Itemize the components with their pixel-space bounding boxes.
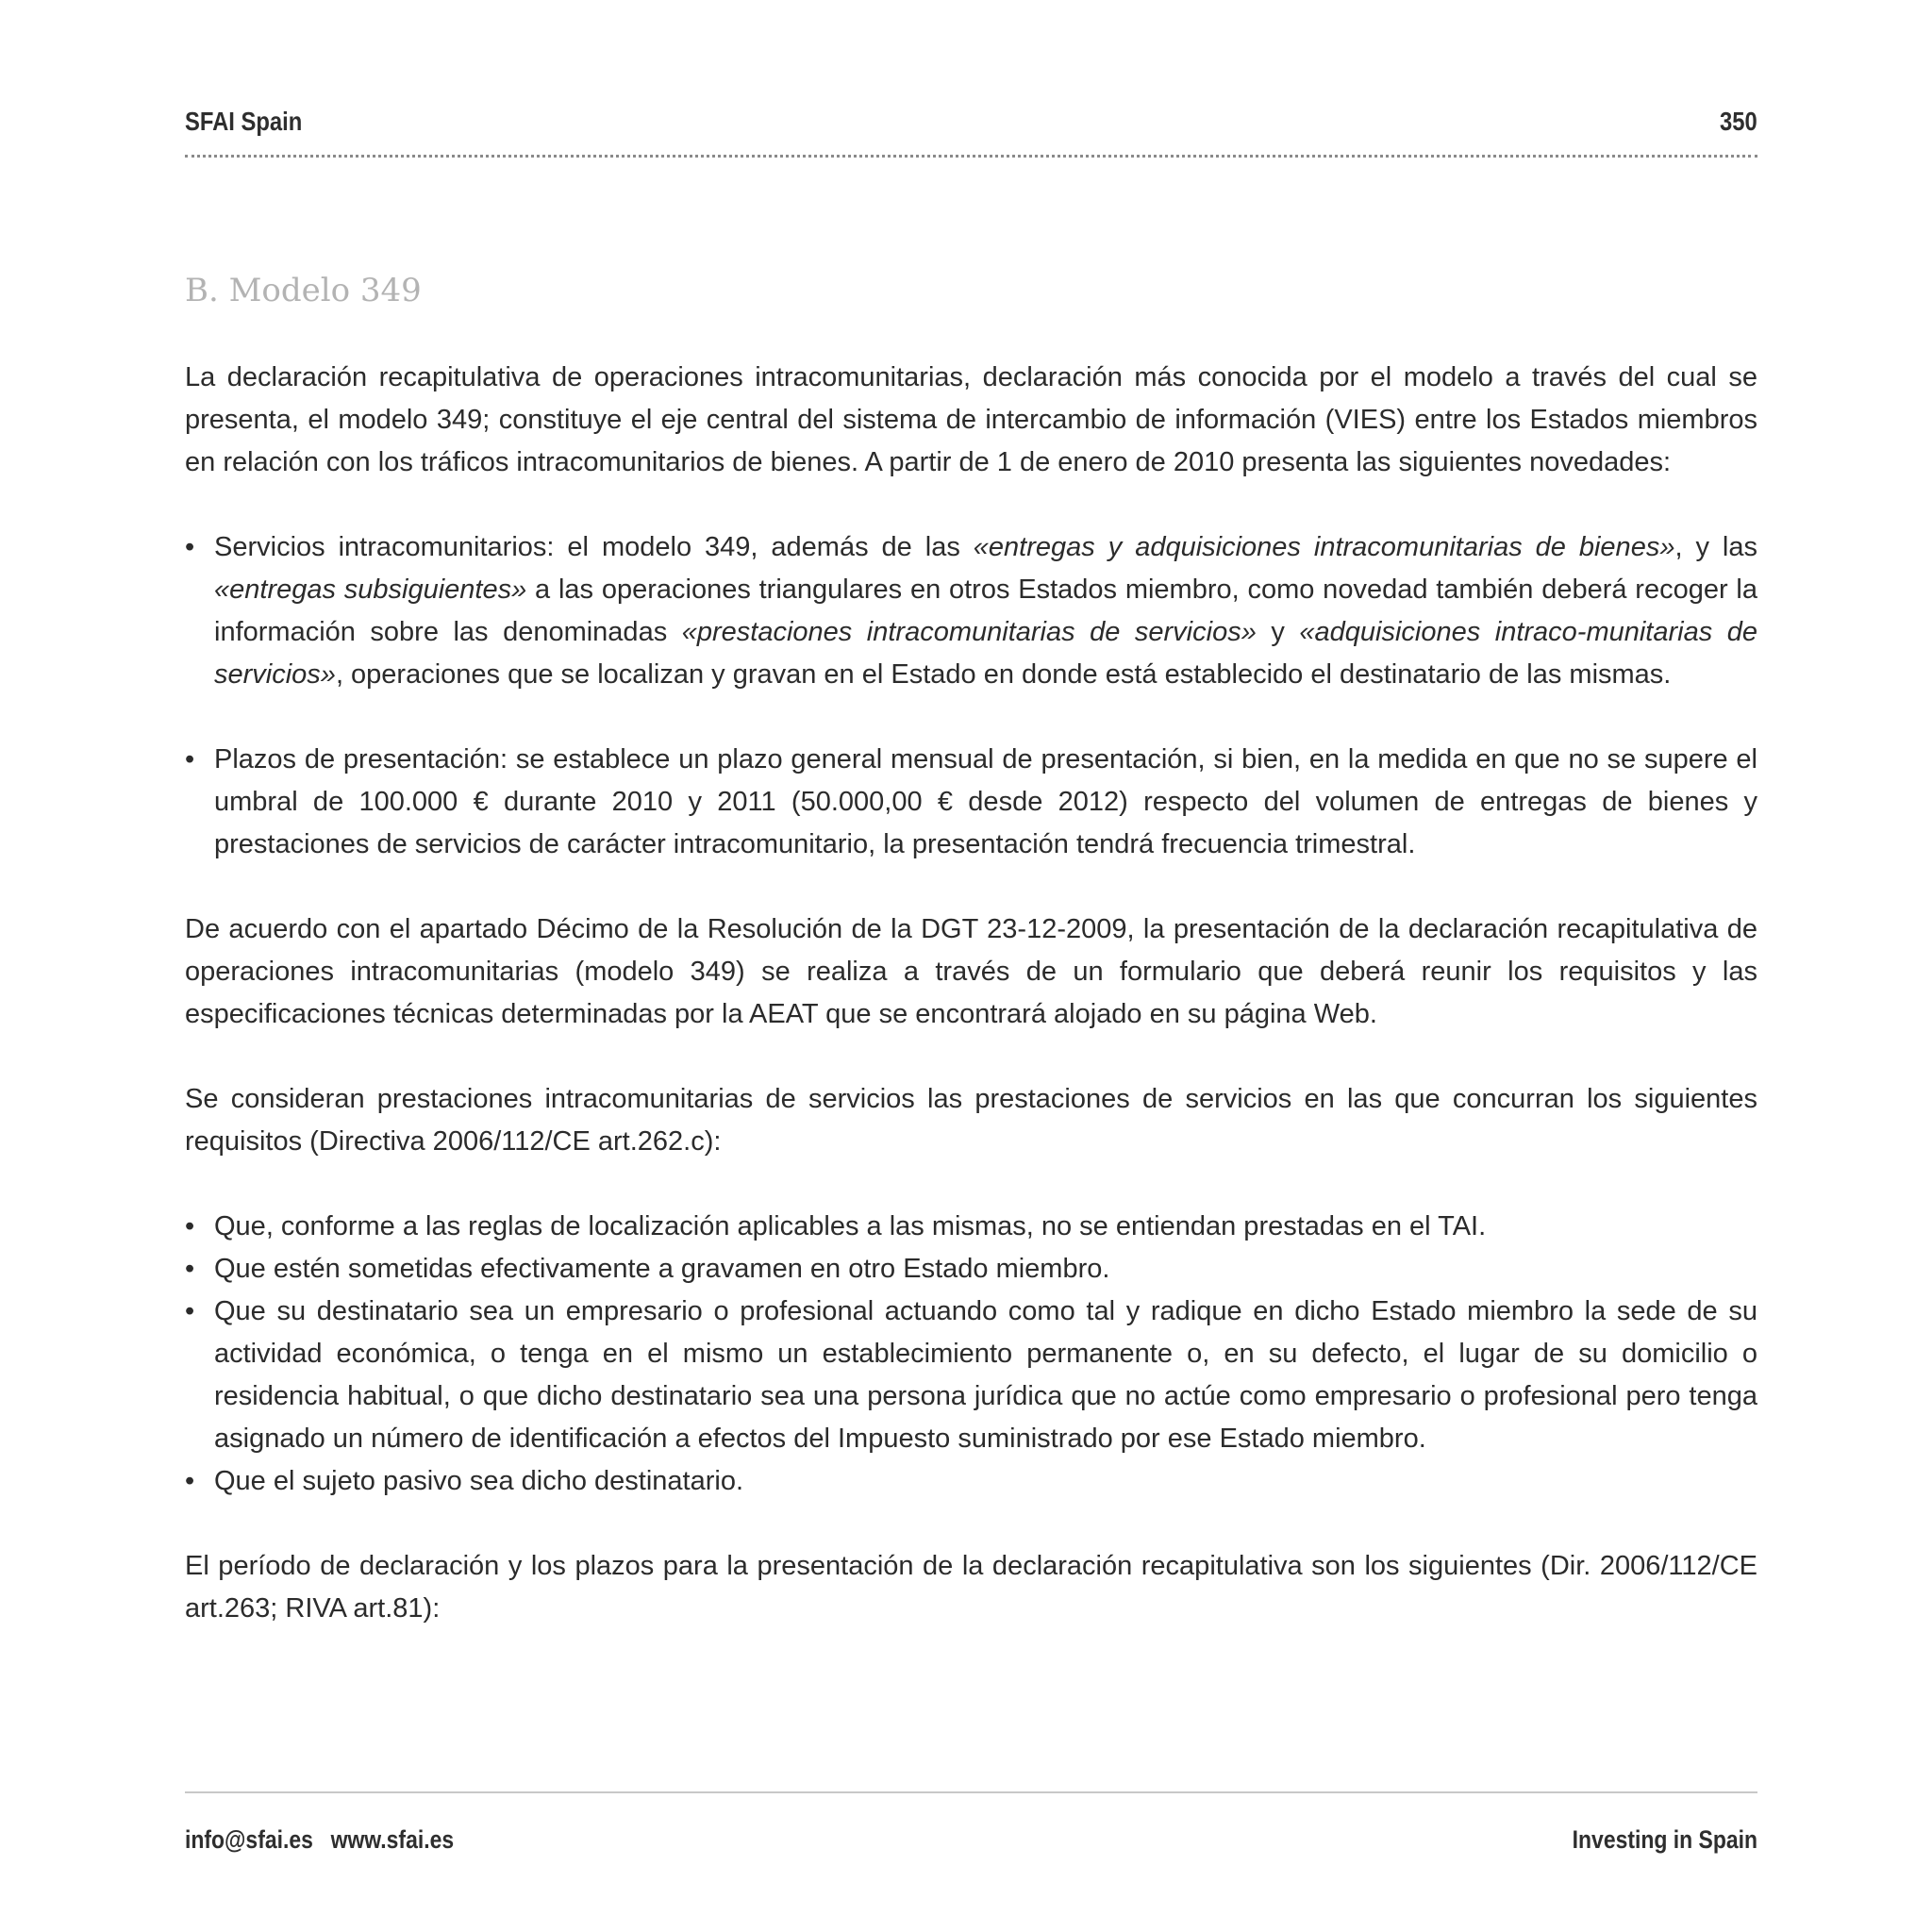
requisitos-list — [185, 1206, 1757, 1503]
bullet-icon: • — [185, 1466, 195, 1496]
paragraph-requisitos-intro: Se consideran prestaciones intracomunitarias de servicios las prestaciones de servicios en las que concurran los siguientes requisitos (Directiva 2006/112/CE art.262.c): — [185, 1084, 1757, 1157]
page-number: 350 — [1720, 107, 1757, 136]
intro-paragraph: La declaración recapitulativa de operaciones intracomunitarias, declaración más conocida por el modelo a través del cual se presenta, el modelo 349; constituye el eje central del sistema de intercambio de información (VIES) entre los Estados miembros en relación con los tráficos intracomunitarios de bienes. A partir de 1 de enero de 2010 presenta las siguientes novedades: — [185, 362, 1757, 477]
bullet-icon: • — [185, 1211, 195, 1241]
bullet-icon: • — [185, 1254, 195, 1284]
list-item-plazos: • Plazos de presentación: se establece un plazo general mensual de presentación, si bien, en la medida en que no se supere el umbral de 100.000 € durante 2010 y 2011 (50.000,00 € desde 2012) respecto del volumen de entregas de bienes y prestaciones de servicios de carácter intracomunitario, la presentación tendrá frecuencia trimestral. — [185, 739, 1757, 866]
footer-website-link[interactable]: www.sfai.es — [330, 1825, 455, 1854]
bullet-icon: • — [185, 1296, 195, 1326]
list-item-servicios: • Servicios intracomunitarios: el modelo 349, además de las «entregas y adquisiciones intracomunitarias de bienes», y las «entregas subsiguientes» a las operaciones triangulares en otros Estados miembro, como novedad también deberá recoger la información sobre las denominadas «prestaciones intracomunitarias de servicios» y «adquisiciones intraco-munitarias de servicios», operaciones que se localizan y gravan en el Estado en donde está establecido el destinatario de las mismas. — [185, 526, 1757, 696]
header-divider — [185, 155, 1757, 158]
novedades-list — [185, 526, 1757, 866]
list-item: • Que estén sometidas efectivamente a gravamen en otro Estado miembro. — [185, 1248, 1757, 1291]
list-item: • Que, conforme a las reglas de localización aplicables a las mismas, no se entiendan prestadas en el TAI. — [185, 1206, 1757, 1248]
footer-email-link[interactable]: info@sfai.es — [185, 1825, 313, 1854]
header-brand: SFAI Spain — [185, 107, 303, 136]
footer-contact — [185, 1825, 472, 1855]
list-item: • Que el sujeto pasivo sea dicho destinatario. — [185, 1460, 1757, 1503]
body-text — [185, 357, 1757, 1673]
footer-divider — [185, 1791, 1757, 1793]
paragraph-periodo: El período de declaración y los plazos para la presentación de la declaración recapitulativa son los siguientes (Dir. 2006/112/CE art.263; RIVA art.81): — [185, 1551, 1757, 1624]
bullet-icon: • — [185, 532, 195, 562]
paragraph-resolucion: De acuerdo con el apartado Décimo de la Resolución de la DGT 23-12-2009, la presentación de la declaración recapitulativa de operaciones intracomunitarias (modelo 349) se realiza a través de un formulario que deberá reunir los requisitos y las especificaciones técnicas determinadas por la AEAT que se encontrará alojado en su página Web. — [185, 914, 1757, 1029]
footer-tagline: Investing in Spain — [1572, 1825, 1757, 1854]
section-title: B. Modelo 349 — [185, 272, 422, 309]
list-item: • Que su destinatario sea un empresario o profesional actuando como tal y radique en dicho Estado miembro la sede de su actividad económica, o tenga en el mismo un establecimiento permanente o, en su defecto, el lugar de su domicilio o residencia habitual, o que dicho destinatario sea una persona jurídica que no actúe como empresario o profesional pero tenga asignado un número de identificación a efectos del Impuesto suministrado por ese Estado miembro. — [185, 1291, 1757, 1460]
bullet-icon: • — [185, 744, 195, 774]
